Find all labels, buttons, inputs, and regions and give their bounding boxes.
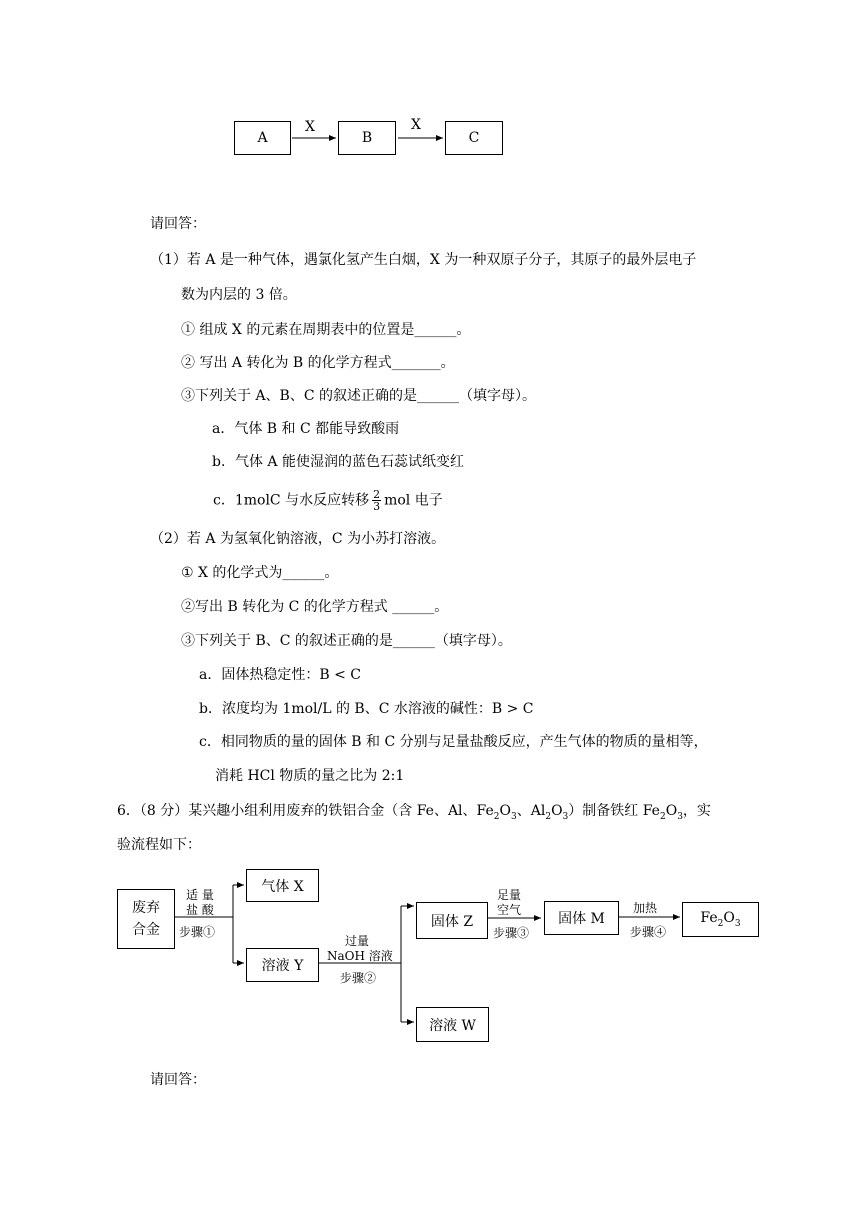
step1-label-b: 盐 酸 — [186, 903, 214, 917]
q5-part1-q2: ② 写出 A 转化为 B 的化学方程式_______。 — [181, 355, 455, 371]
fe2o3-fe: Fe — [700, 910, 718, 927]
q5-part1-option-c — [213, 489, 443, 512]
q5-part2-q2: ②写出 B 转化为 C 的化学方程式 ______。 — [181, 599, 449, 615]
q6-text-d: O — [551, 803, 563, 819]
step4-label-a: 加热 — [633, 901, 658, 915]
fe2o3-sub3: 3 — [734, 918, 741, 929]
q6-text-c: 、Al — [516, 803, 546, 819]
box-b-label: B — [361, 130, 373, 146]
step2-label-c: 步骤② — [340, 971, 377, 985]
fe2o3-sub2: 2 — [717, 918, 724, 929]
gas-x-label: 气体 X — [261, 878, 304, 895]
q6-line2: 验流程如下： — [117, 837, 201, 853]
fraction-denominator: 3 — [373, 500, 381, 513]
q6-text-f: O — [665, 803, 678, 819]
q5-part2-q3: ③下列关于 B、C 的叙述正确的是______（填字母）。 — [181, 633, 512, 649]
fraction-numerator: 2 — [373, 488, 381, 501]
option-c-text-post: mol 电子 — [384, 492, 443, 509]
box-c-label: C — [468, 130, 480, 146]
step1-label-c: 步骤① — [179, 925, 216, 939]
box-solid-z — [416, 902, 488, 939]
q5-part2-q1: ① X 的化学式为______。 — [181, 565, 339, 581]
waste-alloy-line1: 废弃 — [132, 900, 160, 916]
q5-part2-option-a: a．固体热稳定性：B < C — [199, 667, 361, 683]
arrow2-label: X — [411, 117, 421, 133]
q5-part2-option-c-line1: c．相同物质的量的固体 B 和 C 分别与足量盐酸反应，产生气体的物质的量相等， — [199, 734, 708, 750]
q6-line1 — [117, 802, 711, 826]
solid-m-label: 固体 M — [558, 911, 605, 927]
box-fe2o3 — [682, 902, 759, 937]
step2-label-b: NaOH 溶液 — [327, 949, 393, 963]
arrow1-label: X — [305, 119, 315, 135]
box-solution-w — [416, 1007, 489, 1042]
q5-part1-q1: ① 组成 X 的元素在周期表中的位置是______。 — [181, 322, 471, 338]
q6-text-b: O — [499, 803, 511, 819]
solid-z-label: 固体 Z — [430, 913, 474, 930]
fe2o3-label — [700, 910, 740, 929]
box-gas-x — [246, 869, 319, 902]
q6-sub-f: 3 — [677, 811, 683, 822]
step3-label-b: 空气 — [497, 903, 522, 917]
q5-part2-option-c-line2: 消耗 HCl 物质的量之比为 2:1 — [215, 768, 405, 784]
box-solid-m — [544, 901, 619, 935]
q5-part1-option-b: b．气体 A 能使湿润的蓝色石蕊试纸变红 — [212, 454, 464, 470]
q6-sub-c: 2 — [545, 811, 552, 822]
step3-label-a: 足量 — [497, 888, 522, 902]
box-waste-alloy — [117, 889, 175, 949]
option-c-text-pre: c．1molC 与水反应转移 — [213, 492, 370, 509]
q5-part1-q3: ③下列关于 A、B、C 的叙述正确的是______（填字母）。 — [181, 388, 537, 404]
solution-y-label: 溶液 Y — [261, 958, 304, 974]
fraction — [372, 489, 381, 512]
q5-part1-option-a: a．气体 B 和 C 都能导致酸雨 — [212, 421, 400, 437]
step3-label-c: 步骤③ — [493, 926, 530, 940]
q6-text-g: ，实 — [682, 803, 711, 819]
q5-prompt: 请回答： — [150, 216, 206, 232]
step4-label-c: 步骤④ — [630, 925, 667, 939]
q6-prompt: 请回答： — [150, 1072, 206, 1088]
q6-sub-d: 3 — [562, 811, 569, 822]
box-a-label: A — [257, 130, 268, 146]
step2-label-a: 过量 — [345, 934, 370, 948]
fe2o3-o: O — [723, 910, 735, 927]
q6-text-a: 6．（8 分）某兴趣小组利用废弃的铁铝合金（含 Fe、Al、Fe — [117, 803, 494, 819]
q5-part2-line1: （2）若 A 为氢氧化钠溶液，C 为小苏打溶液。 — [150, 531, 446, 547]
solution-w-label: 溶液 W — [429, 1017, 476, 1034]
q5-part1-line2: 数为内层的 3 倍。 — [181, 287, 297, 303]
step1-label-a: 适 量 — [186, 888, 214, 902]
waste-alloy-line2: 合金 — [132, 922, 160, 938]
q5-part2-option-b: b．浓度均为 1mol/L 的 B、C 水溶液的碱性：B > C — [199, 701, 534, 717]
q6-text-e: ）制备铁红 Fe — [568, 803, 660, 819]
q6-sub-e: 2 — [659, 811, 666, 822]
q6-sub-b: 3 — [511, 811, 517, 822]
box-solution-y — [246, 948, 319, 982]
q6-sub-a: 2 — [493, 811, 500, 822]
q5-part1-line1: （1）若 A 是一种气体，遇氯化氢产生白烟，X 为一种双原子分子，其原子的最外层电子 — [150, 252, 697, 268]
